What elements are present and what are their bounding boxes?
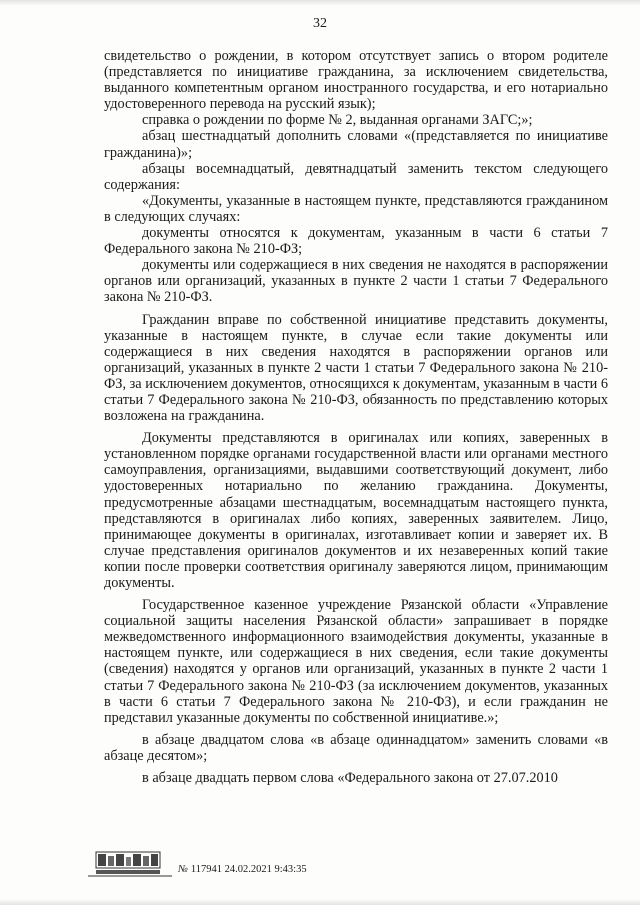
paragraph: документы относятся к документам, указанным в части 6 статьи 7 Федерального закона № 210-ФЗ; [104,225,608,258]
registration-number-date: 117941 24.02.2021 9:43:35 [190,864,307,875]
scan-shadow-bottom [0,899,640,905]
paragraph: в абзаце двадцатом слова «в абзаце одиннадцатом» заменить словами «в абзаце десятом»; [104,731,608,764]
registry-stamp-icon [88,848,172,878]
document-body [104,48,608,786]
paragraph: в абзаце двадцать первом слова «Федерального закона от 27.07.2010 [142,770,558,787]
paragraph: абзац шестнадцатый дополнить словами «(представляется по инициативе гражданина)»; [104,128,608,161]
paragraph: справка о рождении по форме № 2, выданная органами ЗАГС;»; [142,112,533,129]
paragraph: Государственное казенное учреждение Рязанской области «Управление социальной защиты населения Рязанской области» запрашивает в порядке межведомственного информационного взаимодействия документы, указанные в настоящем пункте, или содержащиеся в них сведения, если такие документы (сведения) находятся у органов или организаций, указанных в пункте 2 части 1 статьи 7 Федерального закона № 210-ФЗ (за исключением документов, указанных в части 6 статьи 7 Федерального закона № 210-ФЗ), и если гражданин не представил указанные документы по собственной инициативе.»; [104,597,608,726]
scan-shadow-top [0,0,640,6]
registration-number-mark: № [178,864,188,875]
document-footer [88,848,508,882]
paragraph: свидетельство о рождении, в котором отсутствует запись о втором родителе (представляется по инициативе гражданина, за исключением свидетельства, выданного компетентным органом иностранного государства, и его нотариально удостоверенного перевода на русский язык); [104,48,608,113]
paragraph: Гражданин вправе по собственной инициативе представить документы, указанные в настоящем пункте, в случае если такие документы или содержащиеся в них сведения находятся в распоряжении органов или организаций, указанных в пункте 2 части 1 статьи 7 Федерального закона № 210-ФЗ, за исключением документов, относящихся к документам, указанным в части 6 статьи 7 Федерального закона № 210-ФЗ, обязанность по представлению которых возложена на гражданина. [104,311,608,425]
paragraph: документы или содержащиеся в них сведения не находятся в распоряжении органов или организаций, указанных в пункте 2 части 1 статьи 7 Федерального закона № 210-ФЗ. [104,257,608,306]
registration-code [178,864,307,875]
paragraph: «Документы, указанные в настоящем пункте, представляются гражданином в следующих случаях: [104,192,608,225]
paragraph: Документы представляются в оригиналах или копиях, заверенных в установленном порядке органами государственной власти или органами местного самоуправления, организациями, выдавшими соответствующий документ, либо удостоверенных нотариально по желанию гражданина. Документы, предусмотренные абзацами шестнадцатым, восемнадцатым настоящего пункта, представляются в оригиналах либо копиях, заверенных заявителем. Лицо, принимающее документы в оригиналах, изготавливает копии и заверяет их. В случае представления оригиналов документов и их незаверенных копий такие копии после проверки соответствия оригиналу заверяются лицом, принимающим документы. [104,430,608,591]
page-number: 32 [313,16,327,31]
paragraph: абзацы восемнадцатый, девятнадцатый заменить текстом следующего содержания: [104,160,608,193]
